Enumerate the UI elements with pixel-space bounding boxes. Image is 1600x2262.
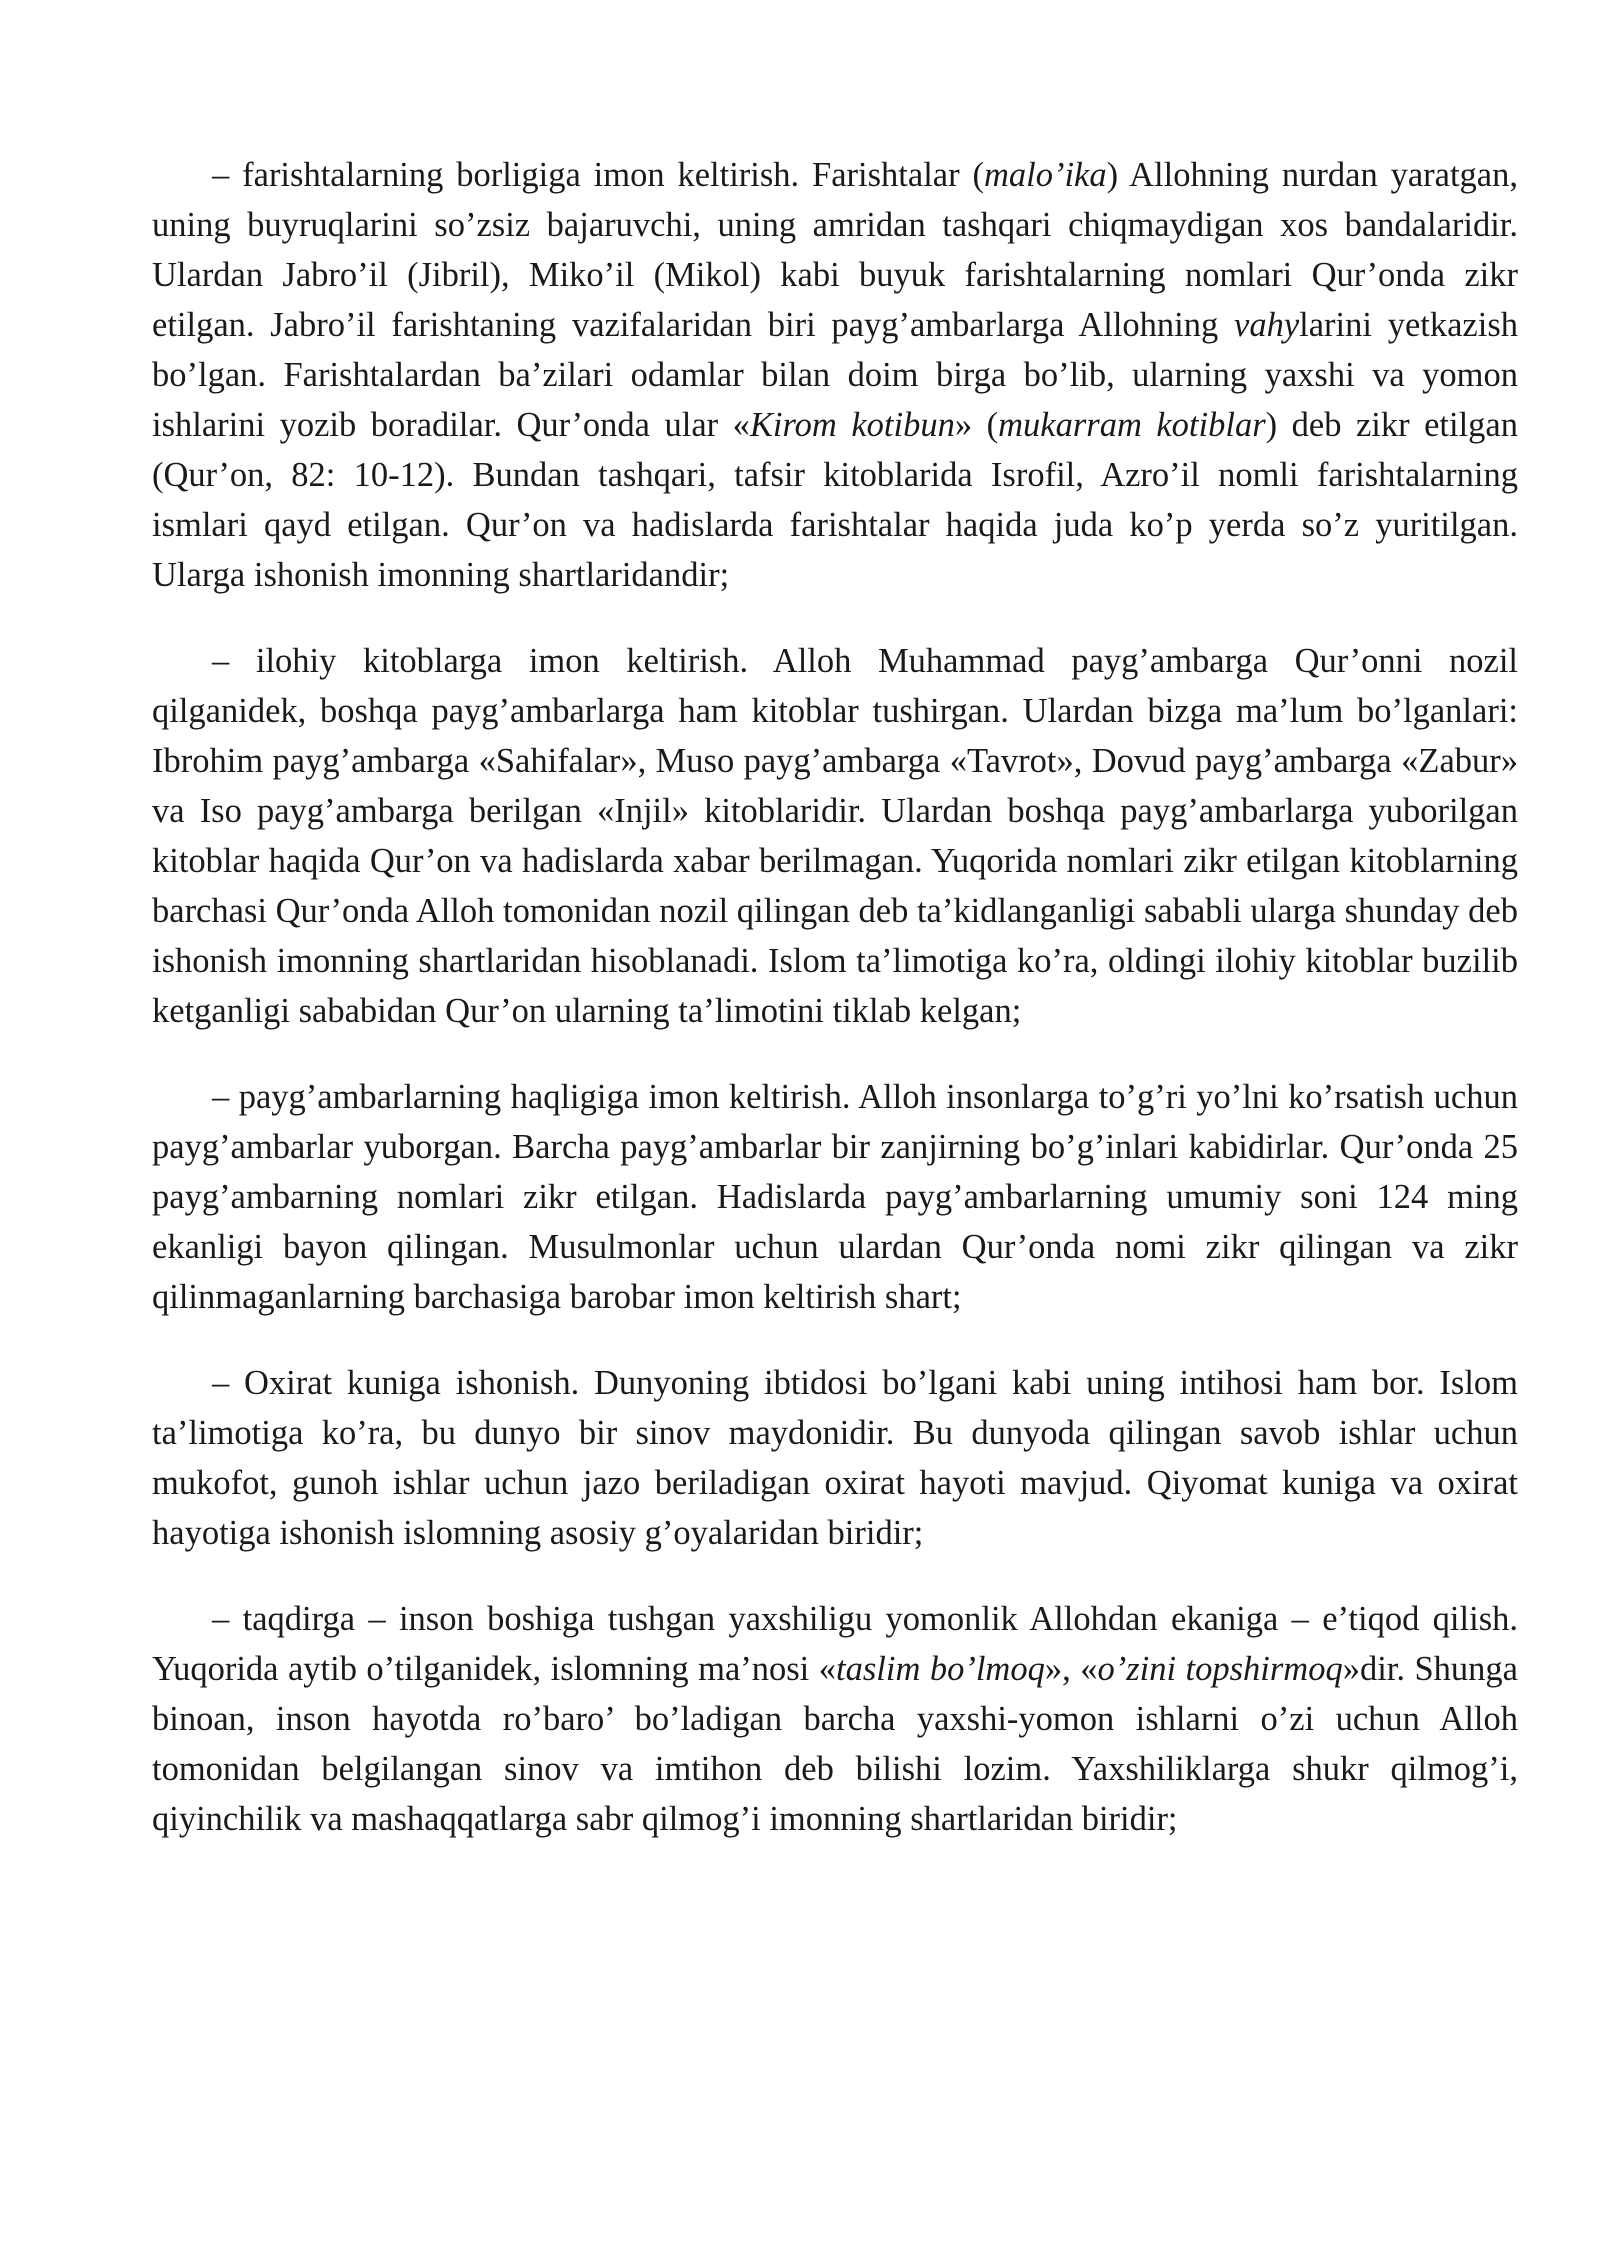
italic-text-run: taslim bo’lmoq	[836, 1650, 1045, 1688]
paragraph-hereafter	[152, 1358, 1518, 1558]
text-run: – ilohiy kitoblarga imon keltirish. Alloh Muhammad payg’ambarga Qur’onni nozil qilganidek, boshqa payg’ambarlarga ham kitoblar tushirgan. Ulardan bizga ma’lum bo’lganlari: Ibrohim payg’ambarga «Sahifalar», Muso payg’ambarga «Tavrot», Dovud payg’ambarga «Zabur» va Iso payg’ambarga berilgan «Injil» kitoblaridir. Ulardan boshqa payg’ambarlarga yuborilgan kitoblar haqida Qur’on va hadislarda xabar berilmagan. Yuqorida nomlari zikr etilgan kitoblarning barchasi Qur’onda Alloh tomonidan nozil qilingan deb ta’kidlanganligi sababli ularga shunday deb ishonish imonning shartlaridan hisoblanadi. Islom ta’limotiga ko’ra, oldingi ilohiy kitoblar buzilib ketganligi sababidan Qur’on ularning ta’limotini tiklab kelgan;	[152, 642, 1518, 1030]
text-run: – farishtalarning borligiga imon keltirish. Farishtalar (	[212, 156, 984, 194]
paragraph-books	[152, 636, 1518, 1036]
paragraph-destiny	[152, 1594, 1518, 1844]
text-run: ) deb zikr etilgan (Qur’on, 82: 10-12). Bundan tashqari, tafsir kitoblarida Isrofil, Azro’il nomli farishtalarning ismlari qayd etilgan. Qur’on va hadislarda farishtalar haqida juda ko’p yerda so’z yuritilgan. Ularga ishonish imonning shartlaridandir;	[152, 406, 1518, 594]
paragraph-angels	[152, 150, 1518, 600]
text-run: », «	[1044, 1650, 1098, 1688]
italic-text-run: vahy	[1234, 306, 1300, 344]
text-run: » (	[954, 406, 999, 444]
paragraph-prophets	[152, 1072, 1518, 1322]
text-run: »dir. Shunga binoan, inson hayotda ro’baro’ bo’ladigan barcha yaxshi-yomon ishlarni o’zi uchun Alloh tomonidan belgilangan sinov va imtihon deb bilishi lozim. Yaxshiliklarga shukr qilmog’i, qiyinchilik va mashaqqatlarga sabr qilmog’i imonning shartlaridan biridir;	[152, 1650, 1518, 1838]
italic-text-run: Kirom kotibun	[749, 406, 955, 444]
text-run: ) Allohning nurdan yaratgan, uning buyruqlarini so’zsiz bajaruvchi, uning amridan tashqari chiqmaydigan xos bandalaridir. Ulardan Jabro’il (Jibril), Miko’il (Mikol) kabi buyuk farishtalarning nomlari Qur’onda zikr etilgan. Jabro’il farishtaning vazifalaridan biri payg’ambarlarga Allohning	[152, 156, 1518, 344]
text-run: – payg’ambarlarning haqligiga imon keltirish. Alloh insonlarga to’g’ri yo’lni ko’rsatish uchun payg’ambarlar yuborgan. Barcha payg’ambarlar bir zanjirning bo’g’inlari kabidirlar. Qur’onda 25 payg’ambarning nomlari zikr etilgan. Hadislarda payg’ambarlarning umumiy soni 124 ming ekanligi bayon qilingan. Musulmonlar uchun ulardan Qur’onda nomi zikr qilingan va zikr qilinmaganlarning barchasiga barobar imon keltirish shart;	[152, 1078, 1518, 1316]
italic-text-run: mukarram kotiblar	[998, 406, 1266, 444]
italic-text-run: o’zini topshirmoq	[1097, 1650, 1343, 1688]
text-run: – Oxirat kuniga ishonish. Dunyoning ibtidosi bo’lgani kabi uning intihosi ham bor. Islom ta’limotiga ko’ra, bu dunyo bir sinov maydonidir. Bu dunyoda qilingan savob ishlar uchun mukofot, gunoh ishlar uchun jazo beriladigan oxirat hayoti mavjud. Qiyomat kuniga va oxirat hayotiga ishonish islomning asosiy g’oyalaridan biridir;	[152, 1364, 1518, 1552]
text-run: larini yetkazish bo’lgan. Farishtalardan ba’zilari odamlar bilan doim birga bo’lib, ularning yaxshi va yomon ishlarini yozib boradilar. Qur’onda ular «	[152, 306, 1519, 444]
text-run: – taqdirga – inson boshiga tushgan yaxshiligu yomonlik Allohdan ekaniga – e’tiqod qilish. Yuqorida aytib o’tilganidek, islomning ma’nosi «	[152, 1600, 1518, 1688]
italic-text-run: malo’ika	[983, 156, 1107, 194]
